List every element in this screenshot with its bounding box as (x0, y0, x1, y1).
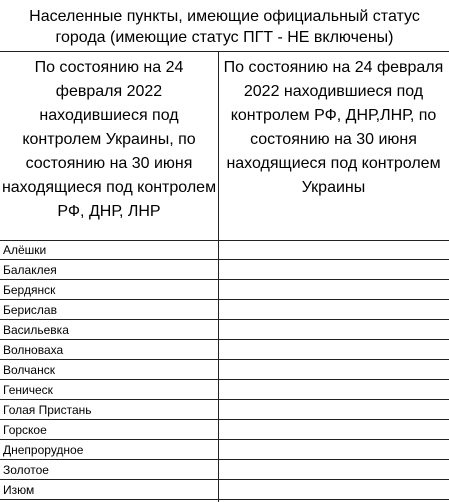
city-cell[interactable]: Васильевка (3, 323, 69, 337)
table-row (0, 480, 449, 500)
city-cell[interactable]: Изюм (3, 483, 35, 497)
empty-cell[interactable] (219, 240, 449, 259)
table-row (0, 240, 449, 260)
empty-cell[interactable] (219, 360, 449, 379)
column-header-2-text: По состоянию на 24 февраля 2022 находившиеся под контролем РФ, ДНР,ЛНР, по состоянию на 30 июня находящиеся под контролем Украины (223, 59, 444, 196)
empty-cell[interactable] (219, 260, 449, 279)
column-header-1[interactable] (0, 52, 218, 240)
city-cell[interactable]: Золотое (3, 463, 49, 477)
city-cell[interactable]: Волноваха (3, 343, 64, 357)
empty-cell[interactable] (219, 320, 449, 339)
empty-cell[interactable] (219, 480, 449, 499)
city-cell[interactable]: Волчанск (3, 363, 55, 377)
table-row (0, 400, 449, 420)
table-row (0, 260, 449, 280)
table-row (0, 420, 449, 440)
table-row (0, 360, 449, 380)
empty-cell[interactable] (219, 340, 449, 359)
table-title[interactable] (0, 0, 449, 52)
empty-cell[interactable] (219, 400, 449, 419)
city-cell[interactable]: Голая Пристань (3, 403, 92, 417)
column-header-2[interactable] (218, 52, 449, 240)
empty-cell[interactable] (219, 280, 449, 299)
table-title-text: Населенные пункты, имеющие официальный статус города (имеющие статус ПГТ - НЕ включены) (29, 7, 420, 46)
empty-cell[interactable] (219, 420, 449, 439)
city-cell[interactable]: Балаклея (3, 263, 57, 277)
city-cell[interactable]: Горское (3, 423, 47, 437)
column-header-1-text: По состоянию на 24 февраля 2022 находившиеся под контролем Украины, по состоянию на 30 июня находящиеся под контролем РФ, ДНР, ЛНР (1, 59, 217, 220)
table-row (0, 320, 449, 340)
table-body (0, 240, 449, 500)
column-headers (0, 52, 449, 241)
table-row (0, 300, 449, 320)
city-cell[interactable]: Алёшки (3, 243, 47, 257)
table-row (0, 440, 449, 460)
city-cell[interactable]: Берислав (3, 303, 57, 317)
empty-cell[interactable] (219, 380, 449, 399)
table-row (0, 460, 449, 480)
table-row (0, 340, 449, 360)
city-cell[interactable]: Геническ (3, 383, 53, 397)
empty-cell[interactable] (219, 300, 449, 319)
table-row (0, 380, 449, 400)
empty-cell[interactable] (219, 440, 449, 459)
table-row (0, 280, 449, 300)
city-cell[interactable]: Днепрорудное (3, 443, 84, 457)
city-cell[interactable]: Бердянск (3, 283, 56, 297)
empty-cell[interactable] (219, 460, 449, 479)
